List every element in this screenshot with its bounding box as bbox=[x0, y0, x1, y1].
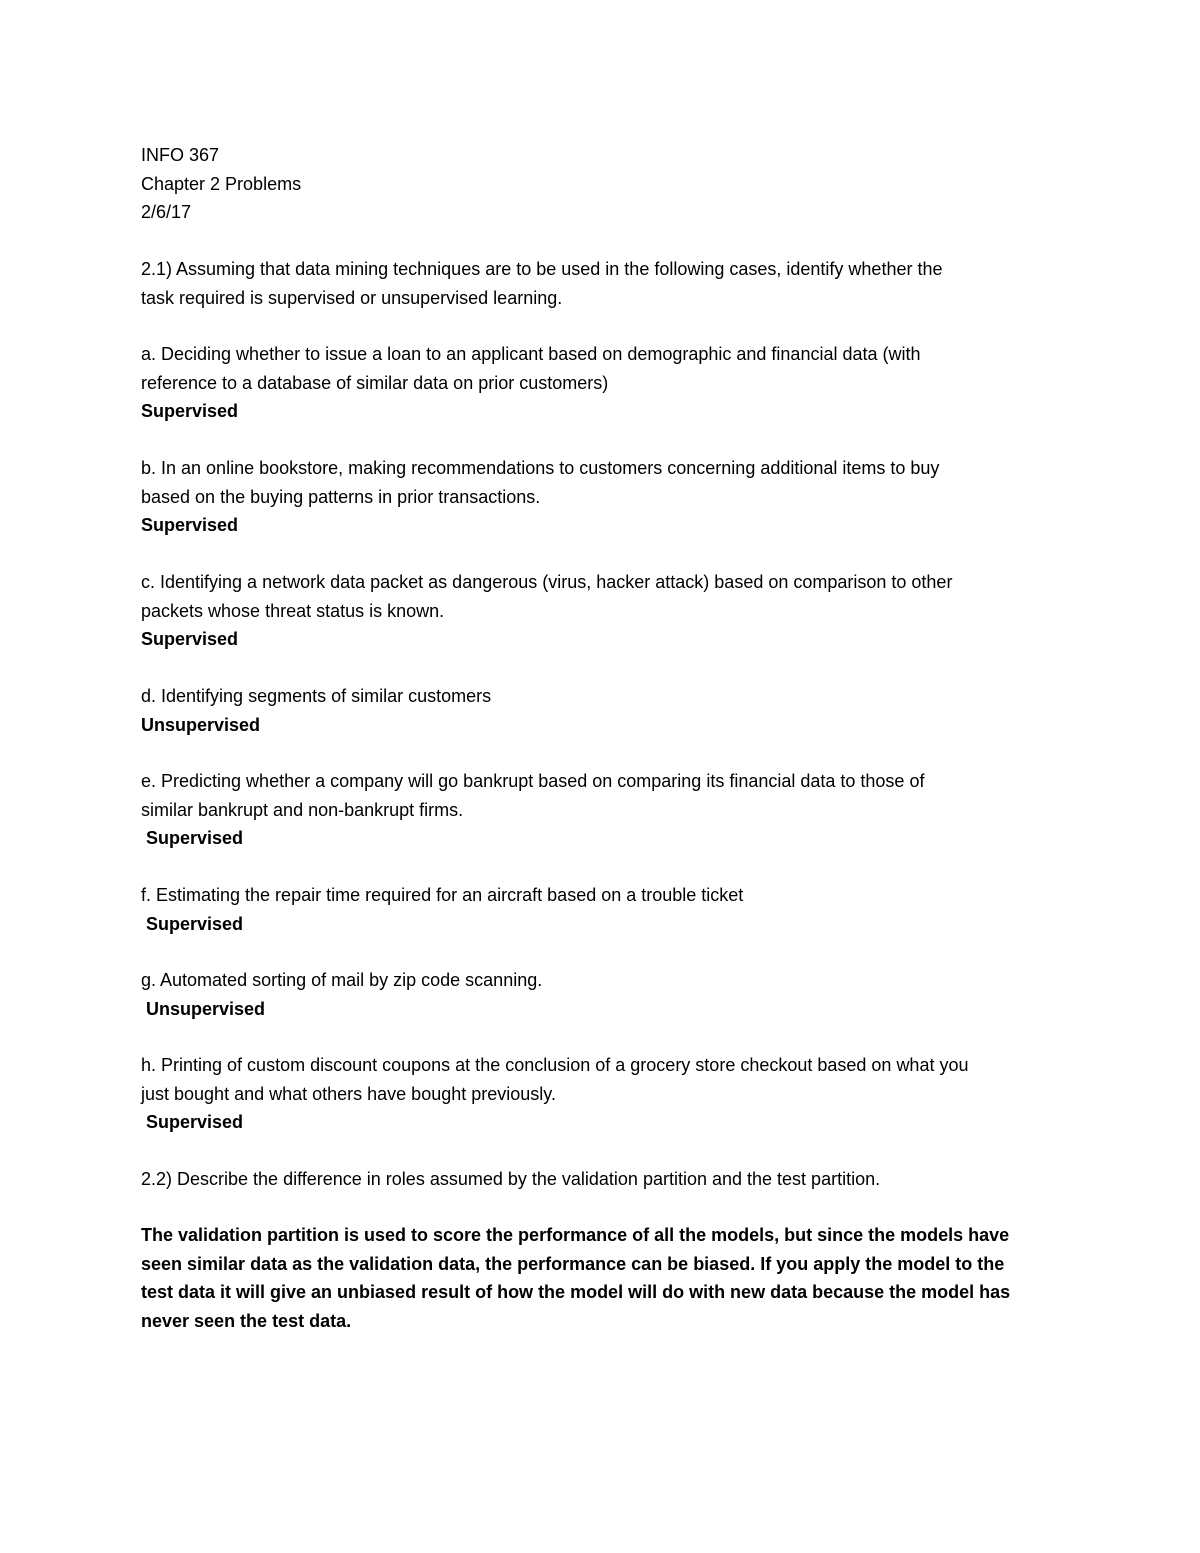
item-text-line: reference to a database of similar data on prior customers) bbox=[141, 372, 609, 393]
item-text-line: f. Estimating the repair time required for an aircraft based on a trouble ticket bbox=[141, 885, 744, 905]
item-d bbox=[141, 682, 1071, 739]
answer-text-line: test data it will give an unbiased result of how the model will do with new data because the model has bbox=[141, 1282, 1011, 1302]
item-text-line: packets whose threat status is known. bbox=[141, 600, 445, 621]
document-header bbox=[141, 141, 1071, 227]
item-text-line: b. In an online bookstore, making recommendations to customers concerning additional items to buy bbox=[141, 458, 940, 478]
question-2-1 bbox=[141, 255, 1071, 312]
answer-2-2 bbox=[141, 1221, 1071, 1335]
item-text-line: g. Automated sorting of mail by zip code scanning. bbox=[141, 970, 543, 990]
item-text-line: similar bankrupt and non-bankrupt firms. bbox=[141, 799, 464, 820]
answer-text-line: seen similar data as the validation data, the performance can be biased. If you apply the model to the bbox=[141, 1253, 1005, 1274]
item-answer: Supervised bbox=[146, 1112, 244, 1132]
document-date: 2/6/17 bbox=[141, 202, 192, 222]
item-h bbox=[141, 1051, 1071, 1137]
item-text-line: based on the buying patterns in prior transactions. bbox=[141, 486, 541, 507]
item-answer: Supervised bbox=[141, 401, 239, 421]
question-text-line: task required is supervised or unsupervised learning. bbox=[141, 287, 563, 308]
item-text-line: e. Predicting whether a company will go bankrupt based on comparing its financial data to those of bbox=[141, 771, 925, 791]
item-f bbox=[141, 881, 1071, 938]
item-answer: Supervised bbox=[141, 629, 239, 649]
item-c bbox=[141, 568, 1071, 654]
question-text-line: 2.2) Describe the difference in roles assumed by the validation partition and the test partition. bbox=[141, 1169, 881, 1189]
chapter-title: Chapter 2 Problems bbox=[141, 173, 302, 194]
question-text-line: 2.1) Assuming that data mining techniques are to be used in the following cases, identify whether the bbox=[141, 259, 943, 279]
item-b bbox=[141, 454, 1071, 540]
item-answer: Supervised bbox=[146, 913, 244, 934]
question-2-2 bbox=[141, 1165, 1071, 1194]
item-text-line: a. Deciding whether to issue a loan to an applicant based on demographic and financial data (with bbox=[141, 344, 921, 364]
item-text-line: just bought and what others have bought previously. bbox=[141, 1083, 556, 1104]
item-answer: Supervised bbox=[146, 828, 244, 848]
item-answer: Unsupervised bbox=[141, 714, 261, 735]
course-code: INFO 367 bbox=[141, 145, 220, 165]
item-g bbox=[141, 966, 1071, 1023]
answer-text-line: never seen the test data. bbox=[141, 1310, 352, 1331]
item-answer: Unsupervised bbox=[146, 998, 266, 1019]
answer-text-line: The validation partition is used to score the performance of all the models, but since the models have bbox=[141, 1225, 1010, 1245]
item-e bbox=[141, 767, 1071, 853]
item-text-line: d. Identifying segments of similar customers bbox=[141, 686, 492, 706]
item-text-line: c. Identifying a network data packet as dangerous (virus, hacker attack) based on comparison to other bbox=[141, 572, 953, 592]
item-answer: Supervised bbox=[141, 515, 239, 535]
item-text-line: h. Printing of custom discount coupons at the conclusion of a grocery store checkout based on what you bbox=[141, 1055, 969, 1075]
item-a bbox=[141, 340, 1071, 426]
